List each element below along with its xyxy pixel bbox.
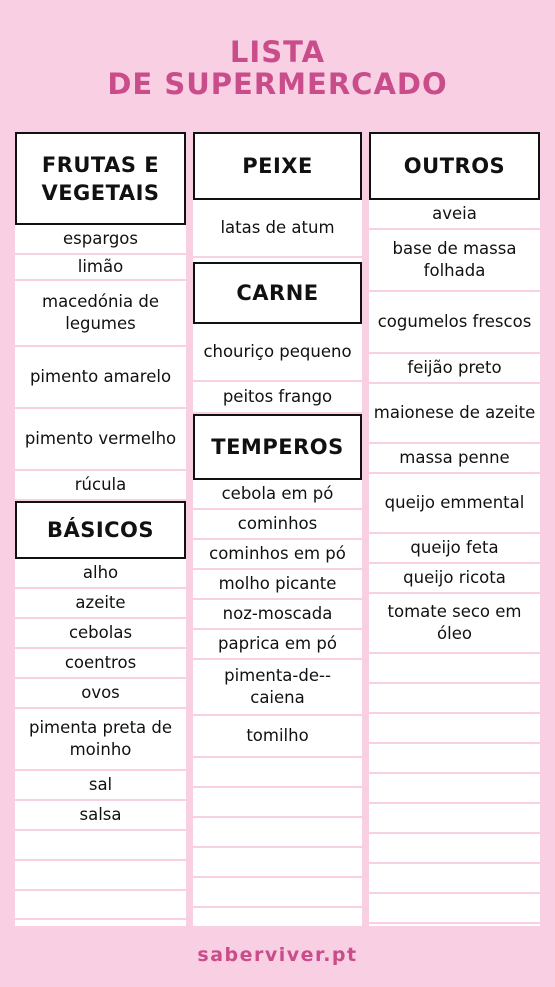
list-item-empty (193, 878, 362, 908)
list-item: massa penne (369, 444, 540, 474)
list-item: cominhos (193, 510, 362, 540)
list-item-empty (369, 774, 540, 804)
list-item: cogumelos frescos (369, 292, 540, 354)
list-item-empty (193, 848, 362, 878)
list-item: latas de atum (193, 200, 362, 258)
list-item: pimenta-de--caiena (193, 660, 362, 716)
title-line-2: DE SUPERMERCADO (107, 67, 448, 101)
list-item: chouriço pequeno (193, 324, 362, 382)
list-item: sal (15, 771, 186, 801)
section-header: CARNE (193, 262, 362, 324)
list-item-empty (369, 834, 540, 864)
list-item: paprica em pó (193, 630, 362, 660)
section-header: FRUTAS E VEGETAIS (15, 132, 186, 225)
list-item-empty (15, 831, 186, 861)
list-item: feijão preto (369, 354, 540, 384)
page-title (0, 36, 555, 100)
column-2 (193, 132, 362, 926)
column-1 (15, 132, 186, 926)
list-item-empty (369, 684, 540, 714)
list-item-empty (369, 714, 540, 744)
list-item: aveia (369, 200, 540, 230)
column-3 (369, 132, 540, 926)
list-item: cebola em pó (193, 480, 362, 510)
list-item-empty (193, 788, 362, 818)
list-item: maionese de azeite (369, 384, 540, 444)
list-item-empty (15, 861, 186, 891)
list-item: tomilho (193, 716, 362, 758)
list-item: coentros (15, 649, 186, 679)
list-item-empty (15, 891, 186, 920)
list-item-empty (193, 818, 362, 848)
list-item-empty (369, 744, 540, 774)
list-item: cebolas (15, 619, 186, 649)
list-item: macedónia de legumes (15, 281, 186, 347)
list-item: espargos (15, 225, 186, 255)
list-item: base de massa folhada (369, 230, 540, 292)
list-item: tomate seco em óleo (369, 594, 540, 654)
list-item-empty (193, 758, 362, 788)
list-item: queijo feta (369, 534, 540, 564)
list-item: peitos frango (193, 382, 362, 414)
list-item: alho (15, 559, 186, 589)
list-item: ovos (15, 679, 186, 709)
list-item-empty (369, 654, 540, 684)
list-item: noz-moscada (193, 600, 362, 630)
section-header: PEIXE (193, 132, 362, 200)
list-item: queijo emmental (369, 474, 540, 534)
list-item: queijo ricota (369, 564, 540, 594)
list-item: pimenta preta de moinho (15, 709, 186, 771)
list-item-empty (193, 908, 362, 938)
section-header: OUTROS (369, 132, 540, 200)
list-item: rúcula (15, 471, 186, 501)
section-header: TEMPEROS (193, 414, 362, 480)
list-item: azeite (15, 589, 186, 619)
list-item-empty (369, 804, 540, 834)
list-item: limão (15, 255, 186, 281)
list-item: pimento amarelo (15, 347, 186, 409)
list-item: salsa (15, 801, 186, 831)
title-line-1: LISTA (229, 35, 326, 69)
list-item-empty (369, 864, 540, 894)
section-header: BÁSICOS (15, 501, 186, 559)
list-item-empty (369, 894, 540, 924)
footer-site[interactable]: saberviver.pt (197, 944, 358, 966)
list-item: pimento vermelho (15, 409, 186, 471)
list-item: molho picante (193, 570, 362, 600)
list-item: cominhos em pó (193, 540, 362, 570)
